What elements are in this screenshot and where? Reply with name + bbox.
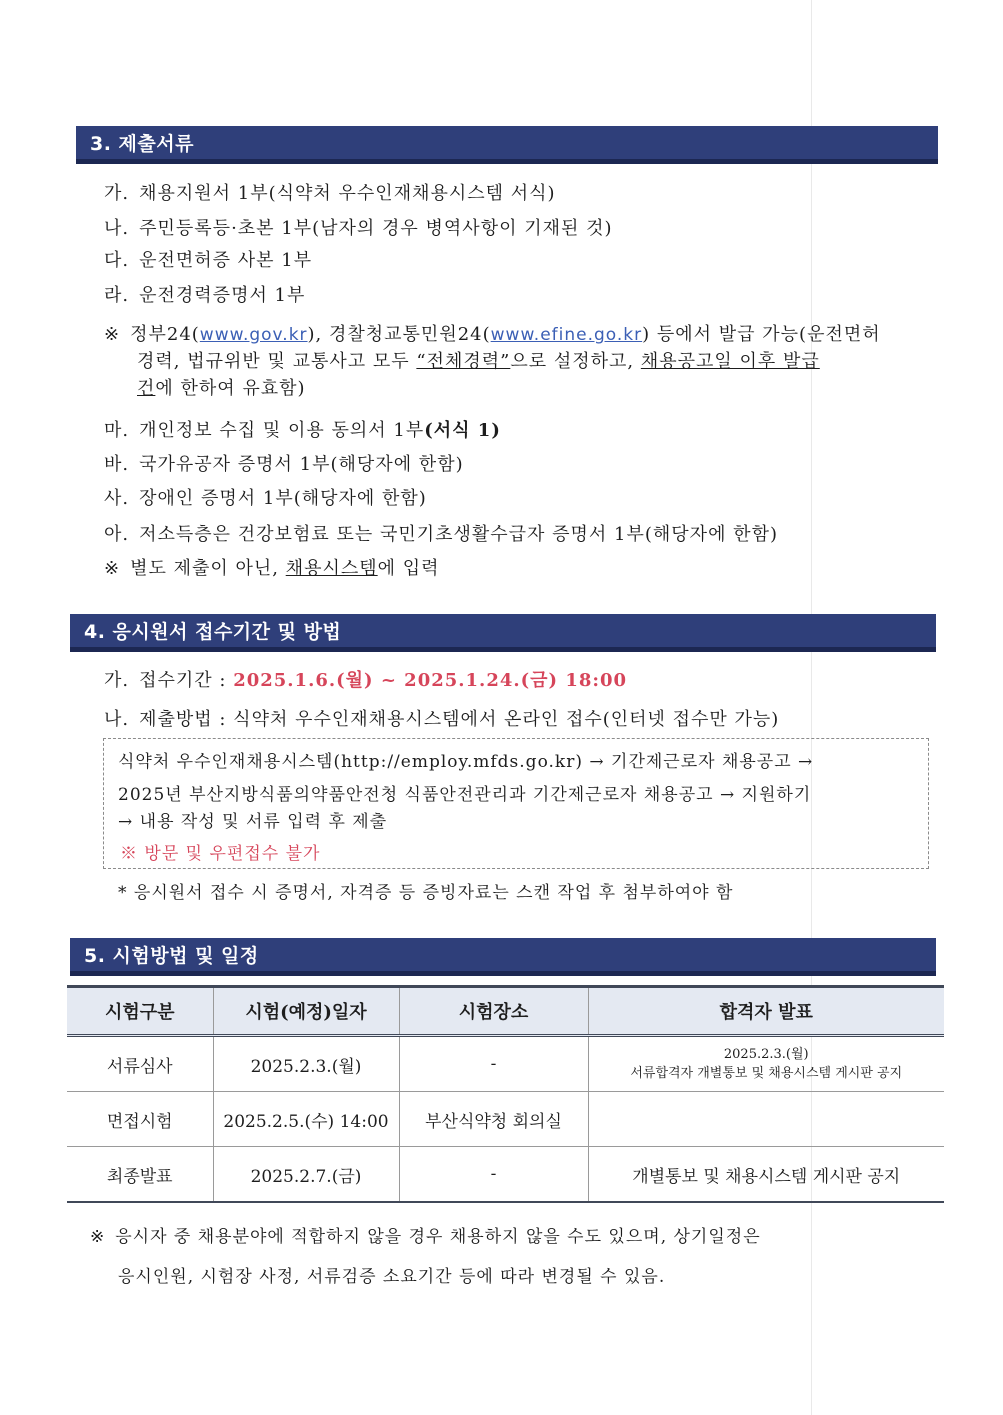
schedule-note-1: ※ 응시자 중 채용분야에 적합하지 않을 경우 채용하지 않을 수도 있으며, 상기일정은	[90, 1227, 761, 1247]
col-header: 시험장소	[399, 987, 588, 1036]
cell-date: 2025.2.3.(월)	[213, 1036, 399, 1092]
cell-place: -	[399, 1036, 588, 1092]
submit-method: 나. 제출방법 : 식약처 우수인재채용시스템에서 온라인 접수(인터넷 접수만 가능)	[104, 709, 780, 730]
section-3-header: 3. 제출서류	[76, 126, 938, 164]
col-header: 시험(예정)일자	[213, 987, 399, 1036]
col-header: 합격자 발표	[588, 987, 944, 1036]
cell-date: 2025.2.5.(수) 14:00	[213, 1092, 399, 1147]
footnote: * 응시원서 접수 시 증명서, 자격증 등 증빙자료는 스캔 작업 후 첨부하여야 함	[118, 883, 734, 903]
list-item: 라. 운전경력증명서 1부	[104, 285, 306, 306]
cell-date: 2025.2.7.(금)	[213, 1147, 399, 1203]
cell-announce: 2025.2.3.(월) 서류합격자 개별통보 및 채용시스템 게시판 공지	[588, 1036, 944, 1092]
list-item: 바. 국가유공자 증명서 1부(해당자에 한함)	[104, 454, 464, 475]
list-item: 마. 개인정보 수집 및 이용 동의서 1부(서식 1)	[104, 420, 501, 441]
schedule-table	[67, 985, 944, 1203]
procedure-box	[103, 738, 929, 869]
col-header: 시험구분	[67, 987, 213, 1036]
cell-type: 면접시험	[67, 1092, 213, 1147]
section-5-header: 5. 시험방법 및 일정	[70, 938, 936, 976]
note-system-input: ※ 별도 제출이 아닌, 채용시스템에 입력	[104, 558, 440, 579]
table-row	[67, 1036, 944, 1092]
cell-type: 최종발표	[67, 1147, 213, 1203]
table-row	[67, 1147, 944, 1203]
table-header-row	[67, 987, 944, 1036]
list-item: 다. 운전면허증 사본 1부	[104, 250, 313, 271]
procedure-line: → 내용 작성 및 서류 입력 후 제출	[118, 812, 388, 832]
section-4-header: 4. 응시원서 접수기간 및 방법	[70, 614, 936, 652]
note-line-2: 경력, 법규위반 및 교통사고 모두 “전체경력”으로 설정하고, 채용공고일 이후 발급	[137, 351, 820, 372]
efine-link[interactable]: www.efine.go.kr	[490, 325, 643, 345]
list-item: 가. 채용지원서 1부(식약처 우수인재채용시스템 서식)	[104, 183, 556, 204]
list-item: 아. 저소득층은 건강보험료 또는 국민기초생활수급자 증명서 1부(해당자에 한함)	[104, 524, 778, 545]
cell-announce	[588, 1092, 944, 1147]
note-line-3: 건에 한하여 유효함)	[137, 378, 306, 399]
procedure-line: 2025년 부산지방식품의약품안전청 식품안전관리과 기간제근로자 채용공고 → 지원하기	[118, 785, 812, 805]
receipt-period-value: 2025.1.6.(월) ~ 2025.1.24.(금) 18:00	[233, 670, 628, 691]
cell-place: -	[399, 1147, 588, 1203]
cell-type: 서류심사	[67, 1036, 213, 1092]
gov-link[interactable]: www.gov.kr	[199, 325, 308, 345]
receipt-period: 가. 접수기간 : 2025.1.6.(월) ~ 2025.1.24.(금) 18:00	[104, 670, 628, 691]
cell-place: 부산식약청 회의실	[399, 1092, 588, 1147]
table-row	[67, 1092, 944, 1147]
list-item: 사. 장애인 증명서 1부(해당자에 한함)	[104, 488, 427, 509]
procedure-warning: ※ 방문 및 우편접수 불가	[120, 844, 321, 864]
schedule-note-2: 응시인원, 시험장 사정, 서류검증 소요기간 등에 따라 변경될 수 있음.	[118, 1267, 666, 1287]
note-line-1: ※ 정부24(www.gov.kr), 경찰청교통민원24(www.efine.go.kr) 등에서 발급 가능(운전면허	[104, 324, 881, 345]
procedure-line: 식약처 우수인재채용시스템(http://employ.mfds.go.kr) → 기간제근로자 채용공고 →	[118, 752, 814, 772]
list-item: 나. 주민등록등·초본 1부(남자의 경우 병역사항이 기재된 것)	[104, 218, 613, 239]
cell-announce: 개별통보 및 채용시스템 게시판 공지	[588, 1147, 944, 1203]
